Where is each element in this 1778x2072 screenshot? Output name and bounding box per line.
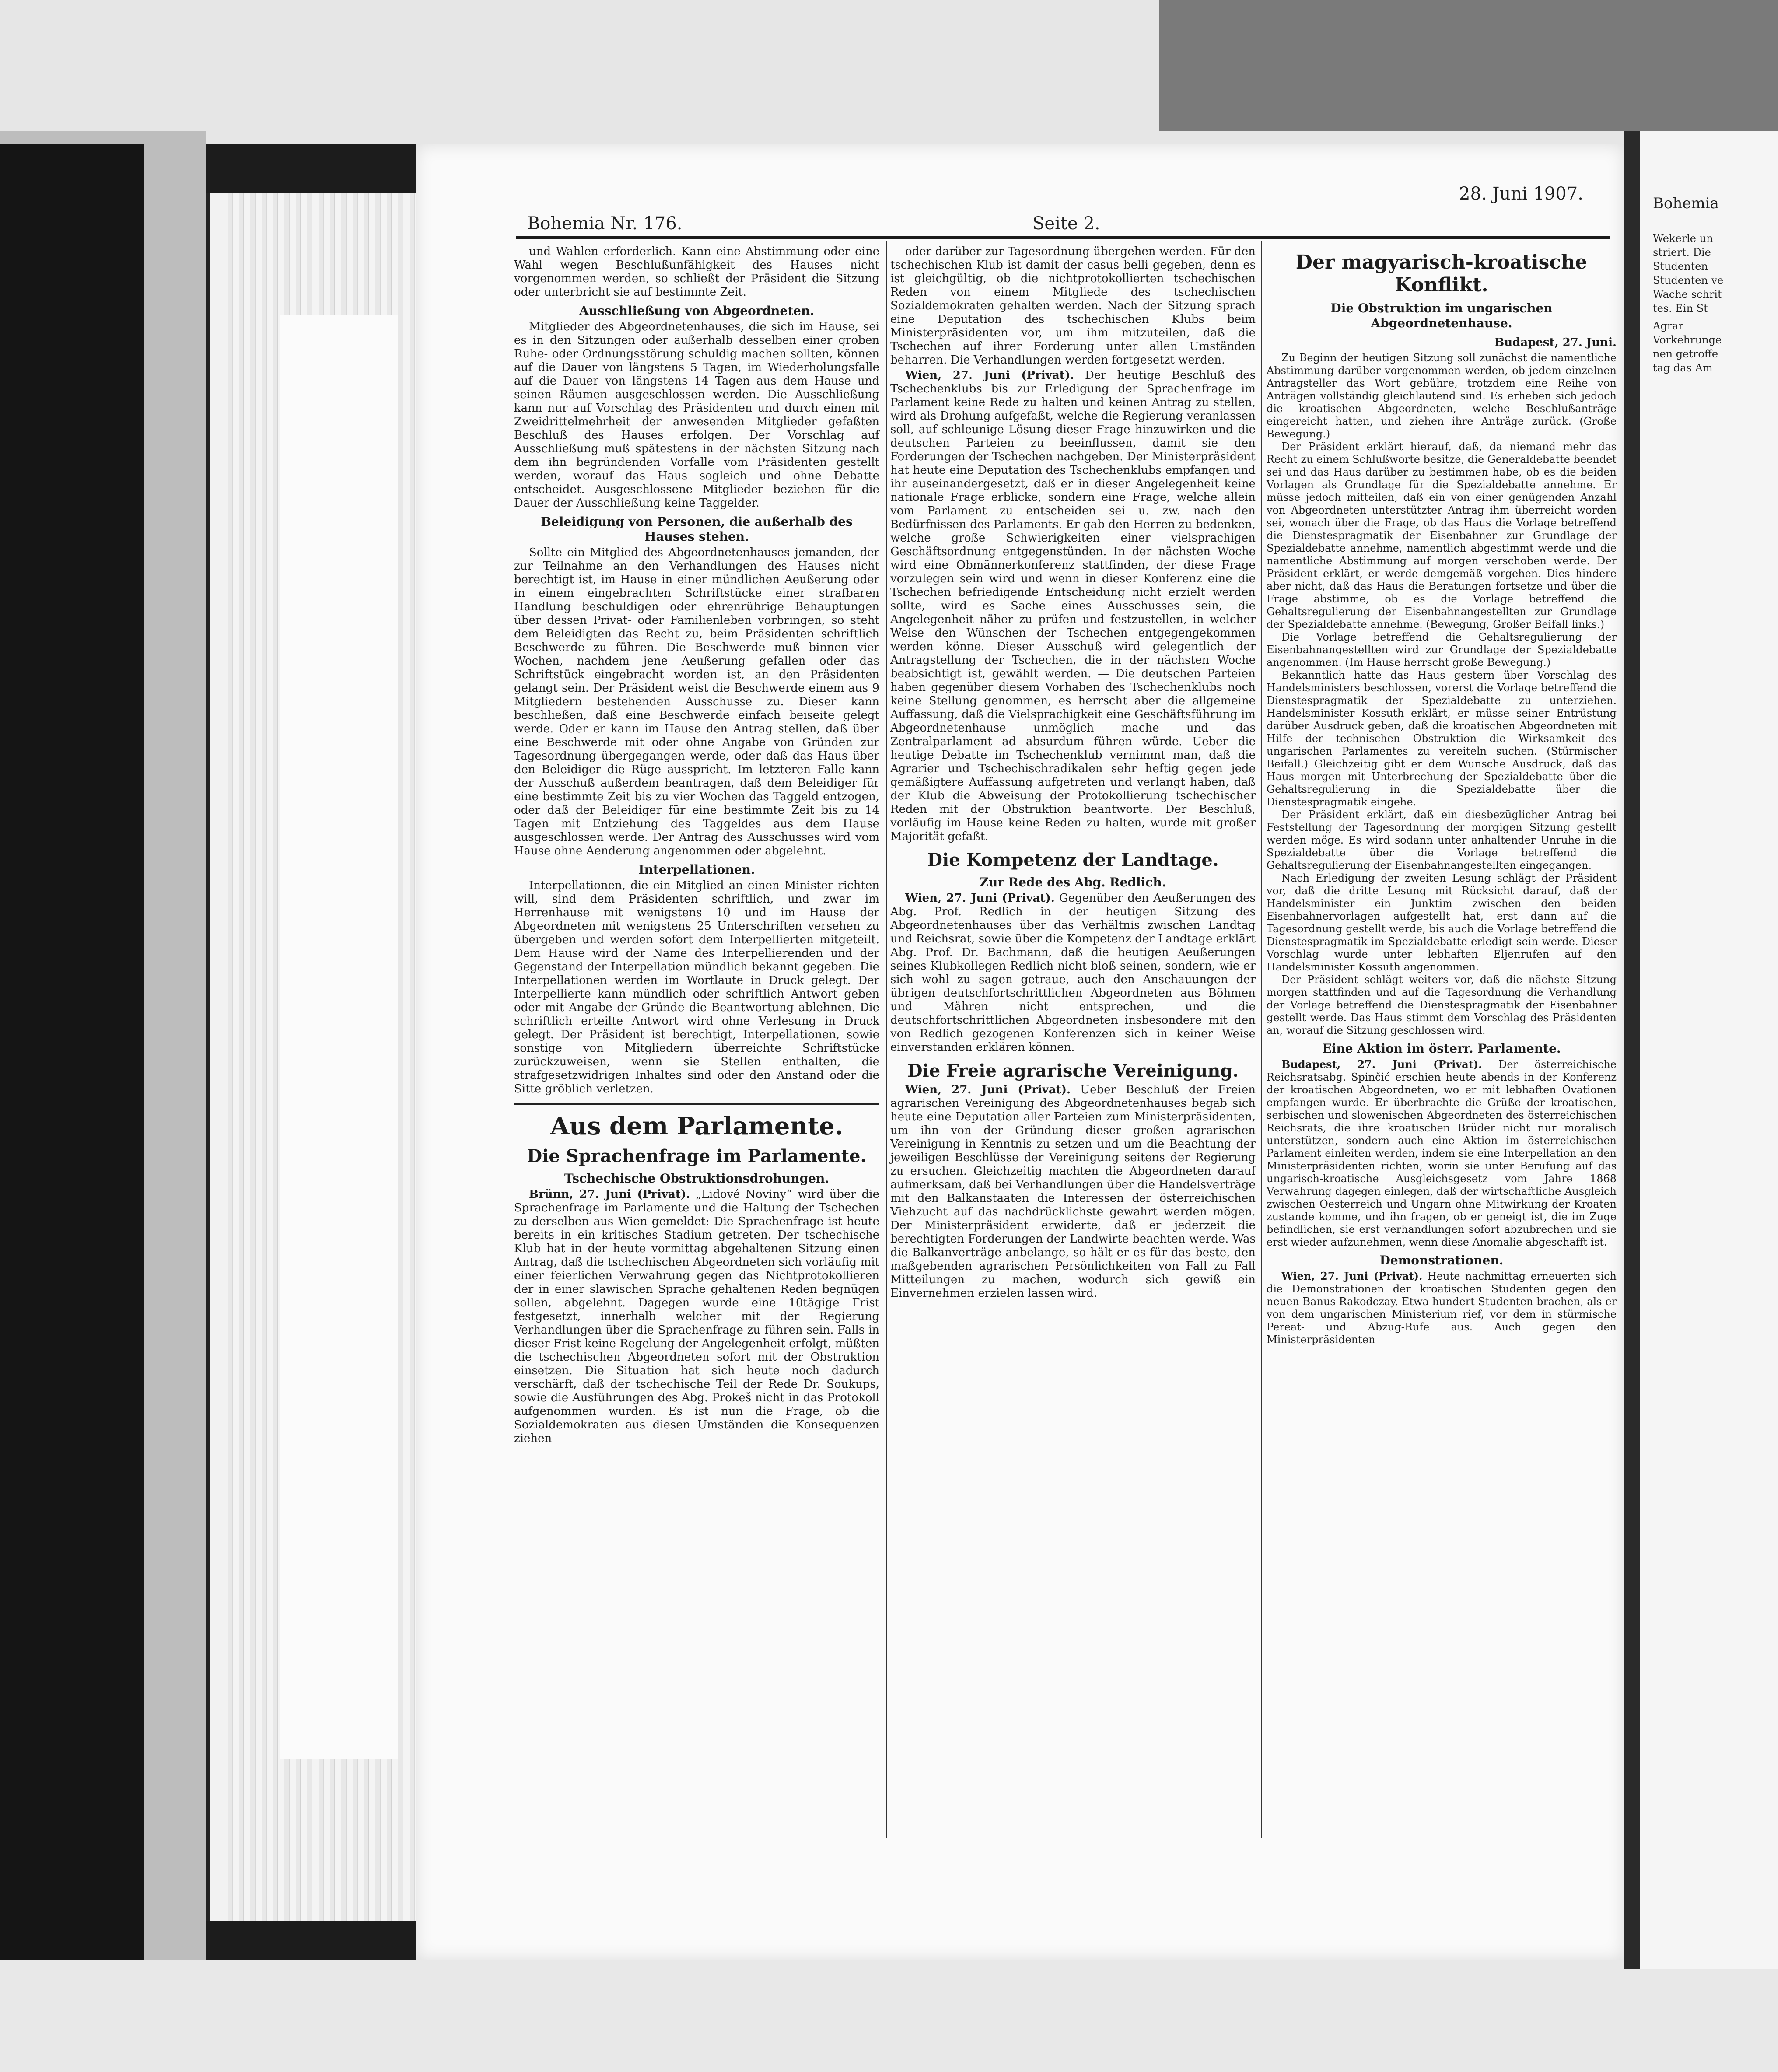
- next-page-line: Studenten ve: [1653, 274, 1724, 287]
- section-heading: Interpellationen.: [638, 862, 755, 877]
- next-page-line: Agrar: [1653, 320, 1684, 332]
- article-text: Der heutige Beschluß des Tschechenklubs bis zur Erledigung der Sprachenfrage im Parlament keine Rede zu halten und keinen Antrag zu stellen, wird als Drohung aufgefaßt, welche die Regierung veranlassen soll, auf schleunige Lösung dieser Frage hinzuwirken und die deutschen Parteien zu beeinflussen, damit sie den Forderungen der Tschechen nachgeben. Der Ministerpräsident hat heute eine Deputation des Tschechenklubs empfangen und ihr auseinandergesetzt, daß er in dieser Angelegenheit keine nationale Frage erblicke, sondern eine Frage, welche allein vom Parlament zu entscheiden sei u. zw. nach den Bedürfnissen des Parlaments. Er gab den Herren zu bedenken, welche große Schwierigkeiten einer vielsprachigen Geschäftsordnung entgegenstünden. In der nächsten Woche wird eine Obmännerkonferenz stattfinden, der diese Frage vorzulegen sein wird und wenn in dieser Konferenz eine die Tschechen befriedigende Entscheidung nicht erzielt werden sollte, wird es Sache eines Ausschusses sein, die Angelegenheit näher zu prüfen und festzustellen, in welcher Weise den Wünschen der Tschechen entgegengekommen werden könne. Dieser Ausschuß wird gelegentlich der Antragstellung der Tschechen, die in der nächsten Woche beabsichtigt ist, gewählt werden. — Die deutschen Parteien haben gegenüber diesem Vorhaben des Tschechenklubs noch keine Stellung genommen, es herrscht aber die allgemeine Auffassung, daß die Vielsprachigkeit eine Geschäftsführung im Abgeordnetenhause unmöglich mache und das Zentralparlament ad absurdum führen würde. Ueber die heutige Debatte im Tschechenklub vernimmt man, daß die Agrarier und Tschechischradikalen sehr heftig gegen jede gemäßigtere Auffassung aufgetreten und verlangt haben, daß der Klub die Abweisung der Protokollierung tschechischer Reden mit der Obstruktion beantworte. Der Beschluß, vorläufig im Hause keine Reden zu halten, wurde mit großer Majorität gefaßt.: [890, 369, 1256, 843]
- column-2: [890, 245, 1256, 1300]
- article-paragraph: Interpellationen, die ein Mitglied an einen Minister richten will, sind dem Präsidenten schriftlich, und zwar im Herrenhause mit wenigstens 10 und im Hause der Abgeordneten mit wenigstens 25 Unterschriften versehen zu übergeben und werden sofort dem Interpellierten mitgeteilt. Dem Hause wird der Name des Interpellierenden und der Gegenstand der Interpellation mündlich bekannt gegeben. Die Interpellationen werden im Wortlaute in Druck gelegt. Der Interpellierte kann mündlich oder schriftlich Antwort geben oder mit Angabe der Gründe die Beantwortung ablehnen. Die schriftlich erteilte Antwort wird ohne Verlesung in Druck gelegt. Der Präsident ist berechtigt, Interpellationen, sowie sonstige von Mitgliedern überreichte Schriftstücke zurückzuweisen, wenn sie Stellen enthalten, die strafgesetzwidrigen Inhaltes sind oder den Anstand oder die Sitte gröblich verletzen.: [514, 879, 879, 1096]
- column-divider: [1261, 241, 1262, 1838]
- dateline: Budapest, 27. Juni.: [1494, 336, 1617, 349]
- next-page-header: Bohemia: [1653, 195, 1719, 212]
- page-stack-highlight: [280, 315, 398, 1759]
- article-paragraph: [514, 1188, 879, 1446]
- article-paragraph: Mitglieder des Abgeordnetenhauses, die sich im Hause, sei es in den Sitzungen oder außerhalb desselben einer groben Ruhe- oder Ordnungsstörung schuldig machen sollten, können auf die Dauer von längstens 5 Tagen, im Wiederholungsfalle auf die Dauer von längstens 14 Tagen aus dem Hause und seinen Räumen ausgeschlossen werden. Die Ausschließung kann nur auf Vorschlag des Präsidenten und durch einen mit Zweidrittelmehrheit der anwesenden Mitglieder gefaßten Beschluß des Hauses erfolgen. Der Vorschlag auf Ausschließung muß spätestens in der nächsten Sitzung nach dem ihn begründenden Vorfalle vom Präsidenten gestellt werden, worauf das Haus sogleich und ohne Debatte entscheidet. Ausgeschlossene Mitglieder beziehen für die Dauer der Ausschließung keine Taggelder.: [514, 320, 879, 510]
- next-page-line: striert. Die: [1653, 246, 1711, 259]
- next-page-line: tag das Am: [1653, 362, 1713, 374]
- article-paragraph: Nach Erledigung der zweiten Lesung schlägt der Präsident vor, daß die dritte Lesung mit Rücksicht darauf, daß der Handelsminister ein Junktim zwischen den beiden Eisenbahnervorlagen aufgestellt hat, erst dann auf die Tagesordnung gestellt werde, bis auch die Vorlage betreffend die Dienstespragmatik im Spezialdebatte erledigt sein werde. Dieser Vorschlag wurde unter lebhaften Eljenrufen auf den Handelsminister Kossuth angenommen.: [1267, 872, 1617, 973]
- next-page-line: nen getroffe: [1653, 348, 1718, 360]
- article-title: Die Freie agrarische Vereinigung.: [907, 1060, 1239, 1081]
- next-page-line: Wekerle un: [1653, 232, 1713, 245]
- article-paragraph: [1267, 1270, 1617, 1346]
- section-heading: Demonstrationen.: [1379, 1253, 1504, 1267]
- dateline: Brünn, 27. Juni (Privat).: [529, 1188, 690, 1201]
- article-paragraph: Die Vorlage betreffend die Gehaltsregulierung der Eisenbahnangestellten wird zur Grundlage der Spezialdebatte angenommen. (Im Hause herrscht große Bewegung.): [1267, 631, 1617, 668]
- next-page-line: Vorkehrunge: [1653, 334, 1722, 346]
- article-text: Der österreichische Reichsratsabg. Spinčić erschien heute abends in der Konferenz der kroatischen Abgeordneten, wo er mit lebhaften Ovationen empfangen wurde. Er überbrachte die Grüße der kroatischen, serbischen und slowenischen Abgeordneten des österreichischen Reichsrats, die ihre kroatischen Brüder nicht nur moralisch unterstützen, sondern auch eine Aktion im österreichischen Parlament einleiten werden, indem sie eine Interpellation an den Ministerpräsidenten richten, worin sie unter Berufung auf das ungarisch-kroatische Ausgleichsgesetz vom Jahre 1868 Verwahrung dagegen einlegen, daß der wirtschaftliche Ausgleich zwischen Oesterreich und Ungarn ohne Mitwirkung der Kroaten zustande komme, und ihn fragen, ob er geneigt ist, die im Zuge befindlichen, sie erst verhandlungen sofort abzubrechen und sie erst wieder aufzunehmen, wenn diese Anomalie abgeschafft ist.: [1267, 1058, 1617, 1248]
- dateline: Budapest, 27. Juni (Privat).: [1281, 1058, 1482, 1071]
- article-subtitle: Zur Rede des Abg. Redlich.: [980, 875, 1166, 889]
- column-divider: [886, 241, 887, 1838]
- section-rule: [514, 1103, 879, 1105]
- article-text: Gegenüber den Aeußerungen des Abg. Prof. Redlich in der heutigen Sitzung des Abgeordnetenhauses über das Verhältnis zwischen Landtag und Reichsrat, sowie über die Kompetenz der Landtage erklärt Abg. Prof. Dr. Bachmann, daß die heutigen Aeußerungen seines Klubkollegen Redlich nicht bloß seinen, sondern, wie er sich wohl zu sagen getraue, auch den Anschauungen der übrigen deutschfortschrittlichen Abgeordneten aus Böhmen und Mähren nicht entsprechen, und die deutschfortschrittlichen Abgeordneten insbesondere mit den von Redlich gezogenen Konferenzen sich in keiner Weise einverstanden erklären können.: [890, 892, 1256, 1054]
- background-left-shadow: [0, 144, 144, 2072]
- column-1: [514, 245, 879, 1446]
- article-paragraph: Der Präsident erklärt, daß ein diesbezüglicher Antrag bei Feststellung der Tagesordnung der morgigen Sitzung gestellt werden möge. Es wird sodann unter anhaltender Unruhe in die Spezialdebatte über die Vorlage betreffend die Gehaltsregulierung der Eisenbahnangestellten eingegangen.: [1267, 808, 1617, 872]
- background-top-shadow: [1159, 0, 1778, 131]
- article-paragraph: [890, 892, 1256, 1054]
- article-paragraph: [890, 369, 1256, 844]
- next-page-line: Studenten: [1653, 260, 1708, 273]
- issue-date: 28. Juni 1907.: [1459, 184, 1583, 204]
- article-paragraph: oder darüber zur Tagesordnung übergehen werden. Für den tschechischen Klub ist damit der casus belli gegeben, denn es ist gleichgültig, ob die nichtprotokollierten tschechischen Reden von einem Mitgliede des tschechischen Sozialdemokraten gehalten werden. Nach der Sitzung sprach eine Deputation des tschechischen Klubs beim Ministerpräsidenten vor, um ihm mitzuteilen, daß die Tschechen auf ihrer Forderung unter allen Umständen beharren. Die Verhandlungen werden fortgesetzt werden.: [890, 245, 1256, 367]
- article-paragraph: Der Präsident schlägt weiters vor, daß die nächste Sitzung morgen stattfinden und auf die Tagesordnung die Verhandlung der Vorlage betreffend die Dienstespragmatik der Eisenbahner gestellt werde. Das Haus stimmt dem Vorschlag des Präsidenten an, worauf die Sitzung geschlossen wird.: [1267, 973, 1617, 1036]
- paper-name: Bohemia Nr. 176.: [527, 214, 682, 234]
- dateline: Wien, 27. Juni (Privat).: [905, 892, 1055, 905]
- article-paragraph: [1267, 1058, 1617, 1249]
- book-gutter: [1624, 131, 1640, 1969]
- rubric-title: Aus dem Parlamente.: [550, 1112, 844, 1141]
- article-title: Die Sprachenfrage im Parlamente.: [527, 1146, 867, 1166]
- background-bottom: [0, 1960, 1778, 2072]
- page-number: Seite 2.: [1032, 214, 1100, 234]
- article-title: Der magyarisch-kroatische Konflikt.: [1295, 251, 1588, 296]
- header-rule: [516, 236, 1610, 239]
- article-text: Heute nachmittag erneuerten sich die Demonstrationen der kroatischen Studenten gegen den neuen Banus Rakodczay. Etwa hundert Studenten brachen, als er von dem ungarischen Ministerium rief, vor dem in stürmische Pereat- und Abzug-Rufe aus. Auch gegen den Ministerpräsidenten: [1267, 1270, 1617, 1346]
- article-subtitle: Tschechische Obstruktionsdrohungen.: [564, 1171, 830, 1186]
- dateline: Wien, 27. Juni (Privat).: [905, 369, 1074, 382]
- next-page-fragment: [1640, 131, 1778, 1969]
- article-paragraph: und Wahlen erforderlich. Kann eine Abstimmung oder eine Wahl wegen Beschlußunfähigkeit des Hauses nicht vorgenommen werden, so schließt der Präsident die Sitzung oder unterbricht sie auf bestimmte Zeit.: [514, 245, 879, 299]
- article-text: „Lidové Noviny“ wird über die Sprachenfrage im Parlamente und die Haltung der Tschechen zu derselben aus Wien gemeldet: Die Sprachenfrage ist heute bereits in ein kritisches Stadium getreten. Der tschechische Klub hat in der heute vormittag abgehaltenen Sitzung einen Antrag, daß die tschechischen Abgeordneten sich vorläufig mit einer feierlichen Verwahrung gegen das Nichtprotokollieren der in einer slawischen Sprache gehaltenen Reden begnügen sollen, abgelehnt. Dagegen wurde eine 10tägige Frist festgesetzt, innerhalb welcher mit der Regierung Verhandlungen über die Sprachenfrage zu führen sein. Falls in dieser Frist keine Regelung der Angelegenheit erfolgt, müßten die tschechischen Abgeordneten sofort mit der Obstruktion einsetzen. Die Situation hat sich heute noch dadurch verschärft, daß der tschechische Teil der Rede Dr. Soukups, sowie die Ausführungen des Abg. Prokeš nicht in das Protokoll aufgenommen wurden. Es ist nun die Frage, ob die Sozialdemokraten aus diesen Umständen die Konsequenzen ziehen: [514, 1188, 880, 1445]
- next-page-line: tes. Ein St: [1653, 302, 1708, 315]
- section-heading: Eine Aktion im österr. Parlamente.: [1322, 1041, 1561, 1056]
- section-heading: Ausschließung von Abgeordneten.: [579, 304, 815, 318]
- article-paragraph: Sollte ein Mitglied des Abgeordnetenhauses jemanden, der zur Teilnahme an den Verhandlungen des Hauses nicht berechtigt ist, im Hause in einer mündlichen Aeußerung oder in einem eingebrachten Schriftstücke einer strafbaren Handlung beschuldigen oder ehrenrührige Behauptungen über dessen Privat- oder Familienleben vorbringen, so steht dem Beleidigten das Recht zu, beim Präsidenten schriftlich Beschwerde zu führen. Die Beschwerde muß binnen vier Wochen, nachdem jene Aeußerung gefallen oder das Schriftstück eingebracht worden ist, an den Präsidenten gelangt sein. Der Präsident weist die Beschwerde einem aus 9 Mitgliedern bestehenden Ausschusse zu. Dieser kann beschließen, daß eine Beschwerde einfach beiseite gelegt werde. Oder er kann im Hause den Antrag stellen, daß über eine Beschwerde mit oder ohne Angabe von Gründen zur Tagesordnung übergegangen werde, oder daß das Haus über den Beleidiger die Rüge ausspricht. Im letzteren Falle kann der Ausschuß außerdem beantragen, daß dem Beleidiger für eine bestimmte Zeit bis zu vier Wochen das Taggeld entzogen, oder daß der Beleidiger für eine bestimmte Zeit bis zu 14 Tagen mit Entziehung des Taggeldes aus dem Hause ausgeschlossen werde. Der Antrag des Ausschusses wird vom Hause ohne Aenderung angenommen oder abgelehnt.: [514, 546, 879, 858]
- article-title: Die Kompetenz der Landtage.: [927, 850, 1219, 870]
- dateline: Wien, 27. Juni (Privat).: [1281, 1270, 1423, 1282]
- article-paragraph: [890, 1083, 1256, 1300]
- dateline: Wien, 27. Juni (Privat).: [905, 1083, 1071, 1096]
- next-page-line: Wache schrit: [1653, 288, 1722, 301]
- article-subtitle: Die Obstruktion im ungarischen Abgeordnetenhause.: [1330, 301, 1553, 330]
- article-paragraph: Zu Beginn der heutigen Sitzung soll zunächst die namentliche Abstimmung darüber vorgenommen werden, ob jedem einzelnen Antragsteller das Wort gebühre, trotzdem eine Reihe von Anträgen vollständig gleichlautend sind. Es erheben sich jedoch die kroatischen Abgeordneten, welche Beschlußanträge eingereicht hatten, und ziehen ihre Anträge zurück. (Große Bewegung.): [1267, 352, 1617, 440]
- article-text: Ueber Beschluß der Freien agrarischen Vereinigung des Abgeordnetenhauses begab sich heute eine Deputation aller Parteien zum Ministerpräsidenten, um ihn von der Gründung dieser großen agrarischen Vereinigung in Kenntnis zu setzen und um die Beachtung der jeweiligen Beschlüsse der Vereinigung seitens der Regierung zu ersuchen. Gleichzeitig machten die Abgeordneten darauf aufmerksam, daß bei Verhandlungen über die Handelsverträge mit den Balkanstaaten die Interessen der österreichischen Viehzucht auf das nachdrücklichste gewahrt werden mögen. Der Ministerpräsident erwiderte, daß er jederzeit die berechtigten Forderungen der Landwirte beachten werde. Was die Balkanverträge anbelange, so hält er es für das beste, den maßgebenden agrarischen Persönlichkeiten von Fall zu Fall Mitteilungen zu machen, wodurch sich gewiß ein Einvernehmen erzielen lassen wird.: [890, 1083, 1256, 1300]
- section-heading: Beleidigung von Personen, die außerhalb des Hauses stehen.: [541, 514, 853, 544]
- column-3: [1267, 245, 1617, 1346]
- article-paragraph: Der Präsident erklärt hierauf, daß, da niemand mehr das Recht zu einem Schlußworte besitze, die Generaldebatte beendet sei und das Haus darüber zu bestimmen habe, ob es die beiden Vorlagen als Grundlage für die Spezialdebatte annehme. Er müsse jedoch mitteilen, daß ein von einer genügenden Anzahl von Abgeordneten unterstützter Antrag ihm überreicht worden sei, wonach über die Frage, ob das Haus die Vorlage betreffend die Dienstespragmatik der Eisenbahner zur Grundlage der Spezialdebatte annehme, namentlich abgestimmt werde und die namentliche Abstimmung auf morgen verschoben werde. Der Präsident erklärt, er werde demgemäß vorgehen. Dies hindere aber nicht, daß das Haus die Beratungen fortsetze und über die Frage abstimme, ob es die Vorlage betreffend die Gehaltsregulierung der Eisenbahnangestellten zur Grundlage der Spezialdebatte annehme. (Bewegung, Großer Beifall links.): [1267, 441, 1617, 630]
- article-paragraph: Bekanntlich hatte das Haus gestern über Vorschlag des Handelsministers beschlossen, vorerst die Vorlage betreffend die Dienstespragmatik der Spezialdebatte zu unterziehen. Handelsminister Kossuth erklärt, er müsse seiner Entrüstung darüber Ausdruck geben, daß die kroatischen Abgeordneten mit Hilfe der technischen Obstruktion die Wirksamkeit des ungarischen Parlamentes zu vereiteln suchen. (Stürmischer Beifall.) Gleichzeitig gibt er dem Wunsche Ausdruck, daß das Haus morgen mit Unterbrechung der Spezialdebatte über die Gehaltsregulierung in die Spezialdebatte über die Dienstespragmatik eingehe.: [1267, 669, 1617, 808]
